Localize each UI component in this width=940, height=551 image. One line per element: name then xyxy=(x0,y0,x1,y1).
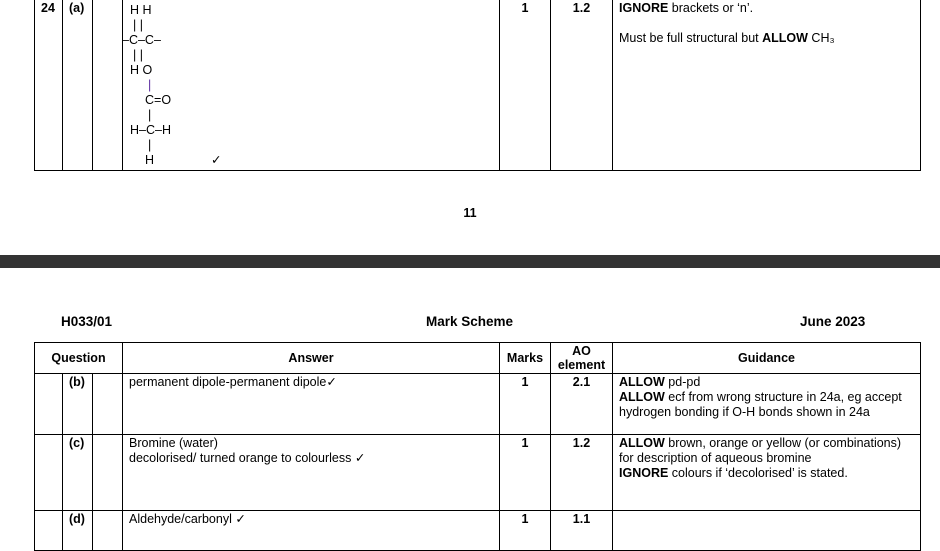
formula-bond-h: | xyxy=(148,138,152,152)
guidance-line: ALLOW pd-pd xyxy=(619,375,701,389)
marks-cell: 1 xyxy=(500,435,551,511)
guidance-cell xyxy=(613,435,921,511)
question-part: (c) xyxy=(63,435,93,511)
formula-carbon-chain: –C–C– xyxy=(122,33,161,47)
document-title: Mark Scheme xyxy=(426,314,514,329)
page-11 xyxy=(0,0,940,255)
guidance-line-ignore: IGNORE brackets or ‘n’. xyxy=(619,1,754,15)
table-row xyxy=(35,511,921,551)
ao-cell: 1.1 xyxy=(551,511,613,551)
question-subpart xyxy=(93,0,123,171)
table-header-row xyxy=(35,343,921,374)
guidance-line: ALLOW brown, orange or yellow (or combinations) for description of aqueous bromine xyxy=(619,436,902,465)
question-part: (d) xyxy=(63,511,93,551)
table-row xyxy=(35,435,921,511)
answer-cell: Aldehyde/carbonyl ✓ xyxy=(123,511,500,551)
guidance-cell xyxy=(613,511,921,551)
document-code: H033/01 xyxy=(61,314,113,329)
column-header-answer: Answer xyxy=(123,343,500,374)
mark-scheme-table-q24a xyxy=(34,0,921,171)
ao-cell: 1.2 xyxy=(551,0,613,171)
formula-h-o: H O xyxy=(130,63,153,77)
formula-bond-c: | xyxy=(148,108,152,122)
column-header-question: Question xyxy=(35,343,123,374)
tick-icon: ✓ xyxy=(211,153,222,167)
answer-cell: permanent dipole-permanent dipole✓ xyxy=(123,374,500,435)
marks-cell: 1 xyxy=(500,0,551,171)
guidance-line: IGNORE colours if ‘decolorised’ is stated. xyxy=(619,466,848,480)
page-separator xyxy=(0,255,940,268)
column-header-guidance: Guidance xyxy=(613,343,921,374)
marks-cell: 1 xyxy=(500,374,551,435)
answer-cell: Bromine (water) decolorised/ turned orange to colourless ✓ xyxy=(123,435,500,511)
formula-carbonyl: C=O xyxy=(145,93,172,107)
answer-cell xyxy=(123,0,500,171)
ao-cell: 1.2 xyxy=(551,435,613,511)
table-row xyxy=(35,0,921,171)
column-header-ao: AO element xyxy=(551,343,613,374)
question-number: 24 xyxy=(35,0,63,171)
question-part: (a) xyxy=(63,0,93,171)
ao-cell: 2.1 xyxy=(551,374,613,435)
page-number: 11 xyxy=(463,206,477,220)
document-date: June 2023 xyxy=(800,314,866,329)
formula-bonds-upper: | | xyxy=(133,18,143,32)
question-part: (b) xyxy=(63,374,93,435)
structural-formula xyxy=(122,1,249,169)
guidance-cell xyxy=(613,0,921,171)
table-row xyxy=(35,374,921,435)
guidance-line-must: Must be full structural but ALLOW CH₃ xyxy=(619,31,835,45)
page-12 xyxy=(0,268,940,539)
formula-top-hydrogens: H H xyxy=(130,3,152,17)
column-header-marks: Marks xyxy=(500,343,551,374)
formula-methyl: H–C–H xyxy=(130,123,171,137)
mark-scheme-table xyxy=(34,342,921,551)
marks-cell: 1 xyxy=(500,511,551,551)
guidance-line: ALLOW ecf from wrong structure in 24a, eg accept hydrogen bonding if O-H bonds shown in 24a xyxy=(619,390,902,419)
guidance-cell xyxy=(613,374,921,435)
formula-ester-bond: | xyxy=(148,78,152,92)
formula-bottom-h: H xyxy=(145,153,155,167)
formula-bonds-lower: | | xyxy=(133,48,143,62)
